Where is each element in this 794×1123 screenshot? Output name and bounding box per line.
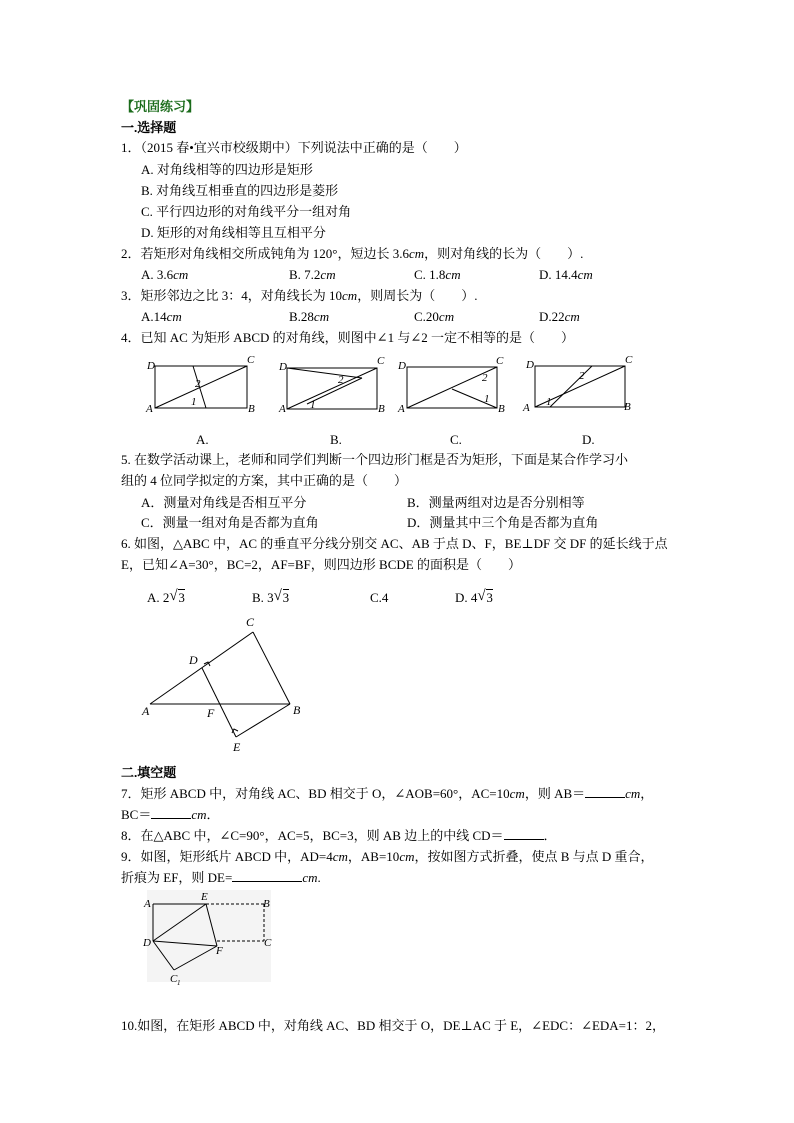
q3-option-b: B.28cm [289, 309, 330, 324]
q9-label-B: B [263, 898, 270, 910]
q9-label-sub1: 1 [177, 979, 181, 987]
q2-option-a: A. 3.6cm [141, 267, 189, 282]
q6-figure [138, 612, 318, 757]
q9-label-C: C [264, 937, 272, 949]
q9-label-A: A [144, 898, 151, 910]
q7-line2: BC＝ cm． [121, 807, 220, 822]
q9-line1: 9．如图，矩形纸片 ABCD 中，AD=4cm，AB=10cm，按如图方式折叠，使点 B 与点 D 重合， [121, 849, 654, 864]
figA-label-A: A [146, 403, 153, 415]
q7-line1: 7．矩形 ABCD 中，对角线 AC、BD 相交于 O，∠AOB=60°，AC=10cm，则 AB＝ cm， [121, 786, 654, 801]
q4-caption-a: A. [196, 432, 209, 447]
q1-option-a: A. 对角线相等的四边形是矩形 [141, 162, 313, 177]
q1-option-d: D. 矩形的对角线相等且互相平分 [141, 225, 326, 240]
figB-label-B: B [378, 403, 385, 415]
figD-angle-2: 2 [579, 370, 585, 382]
figD-label-A: A [523, 402, 530, 414]
figC-label-A: A [398, 403, 405, 415]
section-title: 【巩固练习】 [121, 99, 200, 114]
q9-label-F: F [216, 945, 223, 957]
q2-stem [121, 246, 583, 262]
q5-option-d: D．测量其中三个角是否都为直角 [407, 515, 599, 530]
q6-label-F: F [207, 706, 215, 720]
figD-label-C: C [625, 354, 633, 366]
q2-option-b: B. 7.2cm [289, 267, 336, 282]
q6-label-A: A [142, 704, 150, 718]
figB-label-A: A [279, 403, 286, 415]
figB-angle-2: 2 [338, 374, 344, 386]
q6-option-c: C.4 [370, 590, 389, 605]
q1-stem: 1．（2015 春•宜兴市校级期中）下列说法中正确的是（ ） [121, 140, 467, 155]
figC-label-D: D [398, 360, 406, 372]
q2-unit: cm [408, 246, 425, 261]
figD-angle-1: 1 [546, 396, 552, 408]
q5-option-b: B．测量两组对边是否分别相等 [407, 495, 585, 510]
q4-caption-d: D. [582, 432, 595, 447]
q8-line: 8．在△ABC 中，∠C=90°，AC=5，BC=3，则 AB 边上的中线 CD＝ ． [121, 828, 557, 843]
figB-label-C: C [377, 355, 385, 367]
q6-label-B: B [293, 703, 301, 717]
q2-stem-a: 2．若矩形对角线相交所成钝角为 120°，短边长 3.6 [121, 246, 409, 261]
q3-option-a: A.14cm [141, 309, 182, 324]
figB-label-D: D [279, 361, 287, 373]
q9-figure [140, 888, 280, 988]
q9-blank[interactable] [232, 881, 302, 882]
figA-label-D: D [147, 360, 155, 372]
q4-stem: 4．已知 AC 为矩形 ABCD 的对角线，则图中∠1 与∠2 一定不相等的是（ ） [121, 330, 574, 345]
q8-blank[interactable] [504, 839, 544, 840]
part1-title: 一.选择题 [121, 120, 177, 135]
figC-angle-2: 2 [482, 372, 488, 384]
q3-stem: 3．矩形邻边之比 3：4，对角线长为 10cm，则周长为（ ）. [121, 288, 478, 303]
q3-option-d: D.22cm [539, 309, 580, 324]
q10-line: 10.如图，在矩形 ABCD 中，对角线 AC、BD 相交于 O，DE⊥AC 于 E，∠EDC：∠EDA=1：2， [121, 1018, 666, 1033]
q6-line1: 6. 如图，△ABC 中，AC 的垂直平分线分别交 AC、AB 于点 D、F，BE⊥DF 交 DF 的延长线于点 [121, 536, 668, 551]
q9-line2: 折痕为 EF，则 DE= cm. [121, 870, 321, 885]
q2-option-d: D. 14.4cm [539, 267, 593, 282]
q9-label-C1: C [170, 973, 178, 985]
q6-option-d: D. 4 √ 3 [455, 588, 493, 605]
q2-option-c: C. 1.8cm [414, 267, 461, 282]
figA-label-B: B [248, 403, 255, 415]
q6-label-E: E [233, 740, 241, 754]
q6-line2: E，已知∠A=30°，BC=2，AF=BF，则四边形 BCDE 的面积是（ ） [121, 557, 521, 572]
q5-line1: 5. 在数学活动课上，老师和同学们判断一个四边形门框是否为矩形，下面是某合作学习小 [121, 452, 629, 467]
q5-option-a: A．测量对角线是否相互平分 [141, 495, 307, 510]
figD-label-D: D [526, 359, 534, 371]
q5-option-c: C．测量一组对角是否都为直角 [141, 515, 319, 530]
q3-option-c: C.20cm [414, 309, 455, 324]
q7-blank-ab[interactable] [585, 797, 625, 798]
q9-label-D: D [143, 937, 151, 949]
q6-label-C: C [246, 615, 255, 629]
q6-label-D: D [189, 653, 198, 667]
q6-option-b: B. 3 √ 3 [252, 588, 290, 605]
figA-angle-2: 2 [195, 378, 201, 390]
q2-stem-b: ，则对角线的长为（ ）. [424, 246, 584, 261]
figD-label-B: B [624, 401, 631, 413]
figC-angle-1: 1 [484, 393, 490, 405]
part2-title: 二.填空题 [121, 765, 177, 780]
q9-label-E: E [201, 891, 208, 903]
q7-blank-bc[interactable] [151, 818, 191, 819]
q5-line2: 组的 4 位同学拟定的方案，其中正确的是（ ） [121, 473, 408, 488]
q4-caption-c: C. [450, 432, 462, 447]
figB-angle-1: 1 [310, 399, 316, 411]
q1-option-c: C. 平行四边形的对角线平分一组对角 [141, 204, 352, 219]
figC-label-B: B [498, 403, 505, 415]
figC-label-C: C [496, 355, 504, 367]
q4-caption-b: B. [330, 432, 342, 447]
q1-option-b: B. 对角线互相垂直的四边形是菱形 [141, 183, 339, 198]
q4-figures [140, 352, 650, 422]
figA-angle-1: 1 [191, 396, 197, 408]
q6-option-a: A. 2 √ 3 [147, 588, 185, 605]
figA-label-C: C [247, 354, 255, 366]
